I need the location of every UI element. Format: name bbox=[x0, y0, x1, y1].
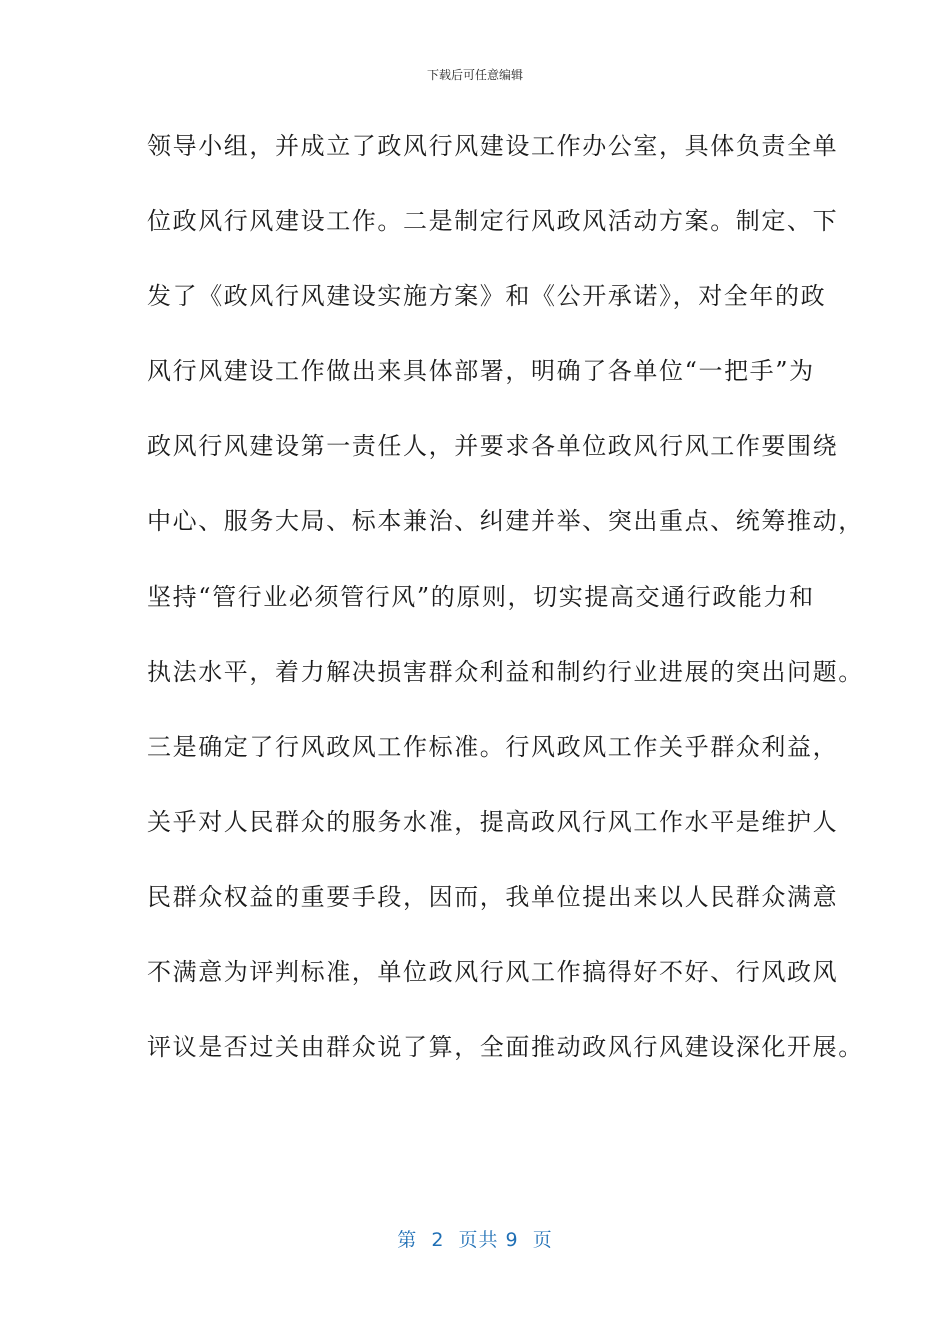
text-line: 位政风行风建设工作。二是制定行风政风活动方案。制定、下 bbox=[147, 207, 839, 236]
text-line: 领导小组，并成立了政风行风建设工作办公室，具体负责全单 bbox=[147, 132, 839, 160]
text-line: 关乎对人民群众的服务水准，提高政风行风工作水平是维护人 bbox=[147, 807, 839, 836]
text-line: 执法水平，着力解决损害群众利益和制约行业进展的突出问题。 bbox=[147, 657, 864, 686]
document-body bbox=[147, 124, 864, 1100]
text-line: 风行风建设工作做出来具体部署，明确了各单位“一把手”为 bbox=[147, 357, 815, 386]
page-footer-page-number: 第 2 页共 9 页 bbox=[397, 1229, 553, 1251]
text-line: 评议是否过关由群众说了算，全面推动政风行风建设深化开展。 bbox=[147, 1033, 864, 1062]
page-header: 下载后可任意编辑 bbox=[426, 68, 523, 82]
text-line: 坚持“管行业必须管行风”的原则，切实提高交通行政能力和 bbox=[147, 582, 815, 611]
text-line: 三是确定了行风政风工作标准。行风政风工作关乎群众利益， bbox=[147, 732, 839, 761]
text-line: 政风行风建设第一责任人，并要求各单位政风行风工作要围绕 bbox=[147, 432, 839, 461]
text-line: 中心、服务大局、标本兼治、纠建并举、突出重点、统筹推动， bbox=[147, 507, 864, 536]
text-line: 发了《政风行风建设实施方案》和《公开承诺》，对全年的政 bbox=[147, 282, 827, 311]
text-line: 民群众权益的重要手段，因而，我单位提出来以人民群众满意 bbox=[147, 882, 839, 911]
text-line: 不满意为评判标准，单位政风行风工作搞得好不好、行风政风 bbox=[147, 958, 839, 987]
